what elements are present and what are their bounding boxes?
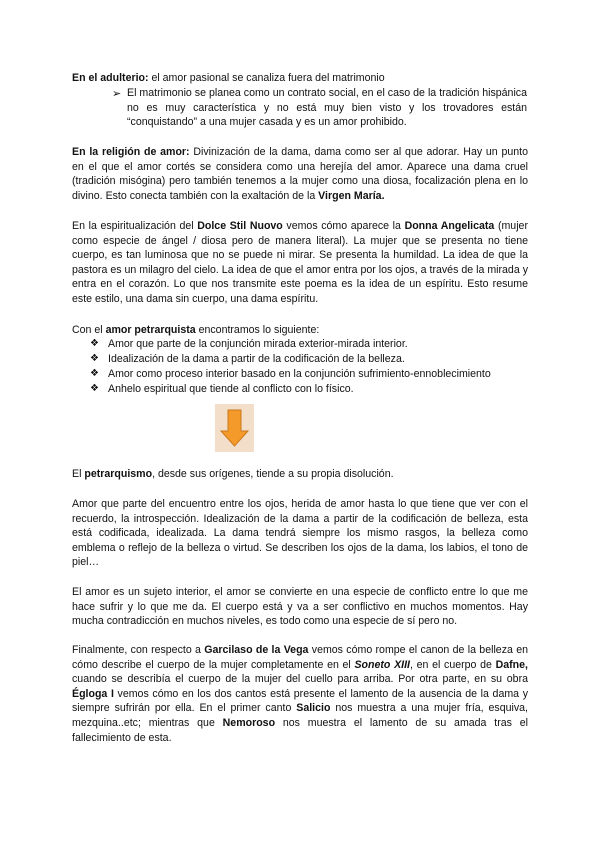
dafne: Dafne, <box>495 658 528 671</box>
garcilaso-de-la-vega: Garcilaso de la Vega <box>204 644 309 656</box>
petrarquista-intro <box>72 323 528 338</box>
down-arrow-icon <box>215 404 254 452</box>
diamond-bullet-icon: ❖ <box>90 353 99 364</box>
dolce-text-3: (mujer como especie de ángel / diosa pero de manera literal). La mujer que se presenta no tiene cuerpo, es tan luminosa que no se puede ni mirar. Se presenta la humildad. La idea de que la pastora es un milagro del cielo. La idea de que el amor entra por los ojos, a través de la mirada y entra en el corazón. Lo que nos transmite este poema es la idea de un espíritu. Esto resume este estilo, una dama sin cuerpo, una dama espíritu. <box>72 220 528 305</box>
petrarquismo-term: petrarquismo <box>84 468 153 480</box>
petrarquista-list <box>90 337 530 397</box>
list-item <box>90 382 530 397</box>
garcilaso-text-4: cuando se describía el cuerpo de la mujer del cuello para arriba. Por otra parte, en su obra <box>72 673 528 686</box>
list-item <box>90 367 530 382</box>
garcilaso-text-5: vemos cómo en los dos cantos está presente el lamento de la ausencia de la dama y siempre sufrirán por ella. En el primer canto <box>72 687 528 715</box>
amor-petrarquista: amor petrarquista <box>105 324 196 336</box>
religion-text: Divinización de la dama, dama como ser al que adorar. Hay un punto en el que el amor cortés se considera como una herejía del amor. Aparece una dama cruel (tradición misógina) pero también tenemos a la mujer como una diosa, focalización plena en lo divino. Esto conecta también con la exaltación de la <box>72 146 528 202</box>
list-item-text: Idealización de la dama a partir de la codificación de la belleza. <box>108 353 405 365</box>
garcilaso-text-2: vemos cómo rompe el canon de la belleza en cómo describe el cuerpo de la mujer completamente en el <box>72 644 528 671</box>
dolce-text-2: vemos cómo aparece la <box>282 220 405 232</box>
arrow-bullet-icon: ➢ <box>112 88 122 100</box>
dolce-text-1: En la espiritualización del <box>72 220 198 232</box>
donna-angelicata: Donna Angelicata <box>404 220 495 232</box>
diamond-bullet-icon: ❖ <box>90 368 99 379</box>
garcilaso-text-7: nos muestra el lamento de su amada tras el fallecimiento de esta. <box>72 716 528 744</box>
religion-paragraph <box>72 145 528 203</box>
adulterio-line <box>72 71 528 86</box>
list-item-text: Amor que parte de la conjunción mirada exterior-mirada interior. <box>108 338 408 350</box>
adulterio-text: el amor pasional se canaliza fuera del matrimonio <box>148 72 385 84</box>
adulterio-sub-item: El matrimonio se planea como un contrato social, en el caso de la tradición hispánica no es muy característica y no está muy bien visto y los trovadores están “conquistando” a una mujer casada y es un amor prohibido. <box>127 87 527 129</box>
petrarquismo-line <box>72 467 528 482</box>
garcilaso-paragraph <box>72 643 528 745</box>
egloga-i: Égloga I <box>72 687 114 700</box>
religion-heading: En la religión de amor: <box>72 146 190 158</box>
petrarquismo-text-1: El <box>72 468 85 480</box>
salicio: Salicio <box>296 702 331 715</box>
dolce-paragraph <box>72 219 528 307</box>
soneto-xiii: Soneto XIII <box>354 658 410 671</box>
religion-highlight: Virgen María. <box>318 189 385 202</box>
list-item <box>90 352 530 367</box>
adulterio-heading: En el adulterio: <box>72 72 149 84</box>
down-arrow-svg <box>215 404 254 452</box>
diamond-bullet-icon: ❖ <box>90 338 99 349</box>
list-item-text: Anhelo espiritual que tiende al conflicto con lo físico. <box>108 383 354 395</box>
garcilaso-text-1: Finalmente, con respecto a <box>72 644 205 656</box>
nemoroso: Nemoroso <box>222 716 276 729</box>
petrarquismo-text-2: , desde sus orígenes, tiende a su propia disolución. <box>152 468 394 480</box>
garcilaso-text-6: nos muestra a una mujer fría, esquiva, mezquina..etc; mientras que <box>72 702 528 729</box>
garcilaso-text-3: , en el cuerpo de <box>409 658 496 671</box>
petrarquista-text-2: encontramos lo siguiente: <box>195 324 320 336</box>
petrarquista-text-1: Con el <box>72 324 106 336</box>
list-item <box>90 337 530 352</box>
diamond-bullet-icon: ❖ <box>90 383 99 394</box>
ojos-paragraph: Amor que parte del encuentro entre los ojos, herida de amor hasta lo que tiene que ver con el recuerdo, la introspección. Idealización de la dama a partir de la codificación de belleza, esta está codificada, idealizada. La dama tendrá siempre los mismo rasgos, la belleza como emblema o reflejo de la belleza o virtud. Se describen los ojos de la dama, los labios, el tono de piel… <box>72 498 528 569</box>
sujeto-paragraph: El amor es un sujeto interior, el amor se convierte en una especie de conflicto entre lo que me hace sufrir y lo que me da. El cuerpo está y va a ser conflictivo en muchos momentos. Hay mucha contradicción en muchos niveles, es todo como una especie de sí pero no. <box>72 586 528 628</box>
dolce-stil-nuovo: Dolce Stil Nuovo <box>197 220 283 232</box>
list-item-text: Amor como proceso interior basado en la conjunción sufrimiento-ennoblecimiento <box>108 368 491 380</box>
